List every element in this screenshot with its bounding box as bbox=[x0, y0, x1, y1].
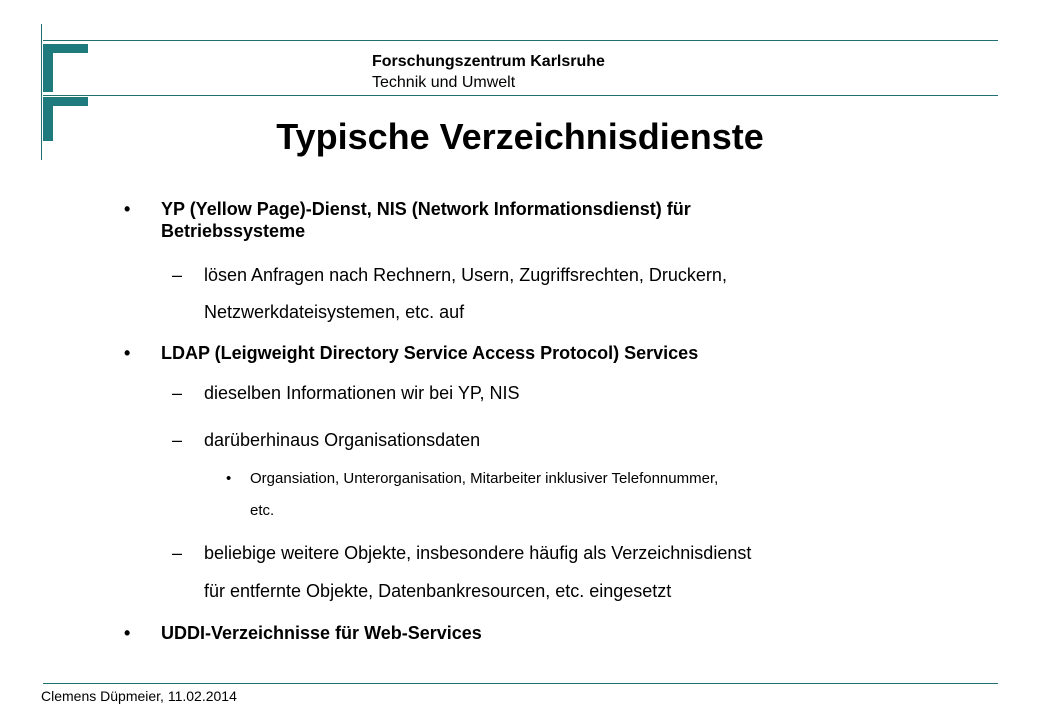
dash-text-continued: Netzwerkdateisystemen, etc. auf bbox=[204, 302, 465, 322]
sub-bullet-marker: • bbox=[226, 470, 232, 487]
dash-marker: – bbox=[172, 430, 183, 450]
dash-marker: – bbox=[172, 265, 183, 285]
bullet-text: UDDI-Verzeichnisse für Web-Services bbox=[161, 623, 482, 643]
dash-text-continued: für entfernte Objekte, Datenbankresourcen, etc. eingesetzt bbox=[204, 581, 672, 601]
dash-marker: – bbox=[172, 543, 183, 563]
bullet-text-continued: Betriebssysteme bbox=[161, 221, 306, 241]
logo-block-bottom-horizontal bbox=[43, 97, 88, 106]
dash-marker: – bbox=[172, 383, 183, 403]
header-line-bottom bbox=[43, 95, 998, 96]
org-subtitle: Technik und Umwelt bbox=[372, 74, 516, 91]
header-line-top bbox=[43, 40, 998, 41]
bullet-marker: • bbox=[124, 199, 131, 219]
dash-text: beliebige weitere Objekte, insbesondere häufig als Verzeichnisdienst bbox=[204, 543, 752, 563]
bullet-marker: • bbox=[124, 343, 131, 363]
dash-text: darüberhinaus Organisationsdaten bbox=[204, 430, 481, 450]
slide-title: Typische Verzeichnisdienste bbox=[276, 116, 764, 157]
logo-block-top-horizontal bbox=[43, 44, 88, 53]
dash-text: dieselben Informationen wir bei YP, NIS bbox=[204, 383, 520, 403]
dash-text: lösen Anfragen nach Rechnern, Usern, Zugriffsrechten, Druckern, bbox=[204, 265, 727, 285]
footer-line bbox=[43, 683, 998, 684]
bullet-marker: • bbox=[124, 623, 131, 643]
footer-text: Clemens Düpmeier, 11.02.2014 bbox=[41, 688, 237, 704]
org-name: Forschungszentrum Karlsruhe bbox=[372, 53, 605, 70]
sub-bullet-text-continued: etc. bbox=[250, 502, 275, 519]
bullet-text: YP (Yellow Page)-Dienst, NIS (Network Informationsdienst) für bbox=[161, 199, 691, 219]
bullet-text: LDAP (Leigweight Directory Service Access Protocol) Services bbox=[161, 343, 699, 363]
sub-bullet-text: Organsiation, Unterorganisation, Mitarbeiter inklusiver Telefonnummer, bbox=[250, 470, 719, 487]
